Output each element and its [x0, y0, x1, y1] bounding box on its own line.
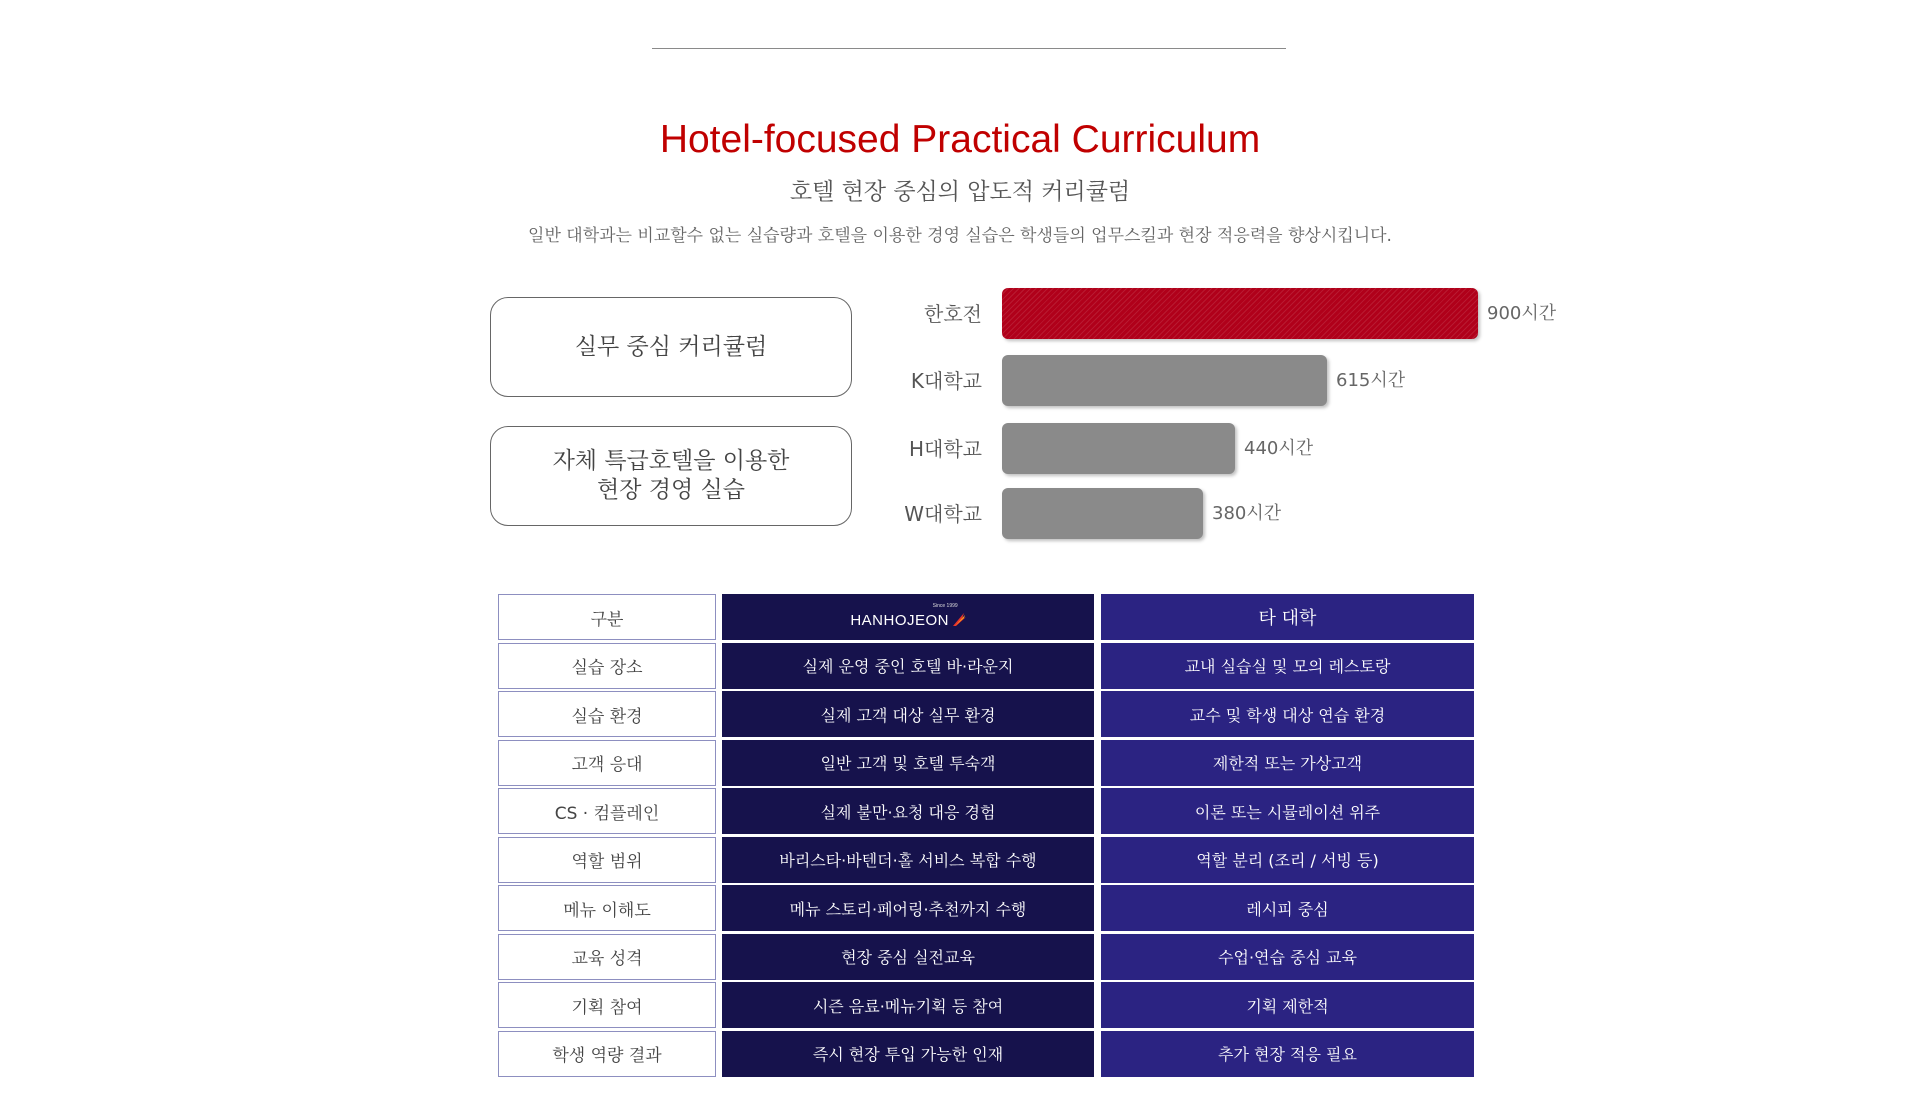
top-divider: [652, 48, 1286, 49]
hanhojeon-cell: 일반 고객 및 호텔 투숙객: [722, 740, 1094, 786]
other-universities-cell: 이론 또는 시뮬레이션 위주: [1101, 788, 1474, 834]
hanhojeon-logo-text: HANHOJEON: [850, 612, 949, 629]
table-row: [498, 788, 1478, 834]
category-cell: 실습 환경: [498, 691, 716, 737]
feature-box-line: 실무 중심 커리큘럼: [574, 333, 768, 360]
category-cell: 메뉴 이해도: [498, 885, 716, 931]
category-cell: 실습 장소: [498, 643, 716, 689]
other-universities-cell: 수업·연습 중심 교육: [1101, 934, 1474, 980]
category-cell: 고객 응대: [498, 740, 716, 786]
category-cell: 기획 참여: [498, 982, 716, 1028]
hanhojeon-logo-since: Since 1999: [932, 603, 958, 609]
chart-category-label: 한호전: [924, 302, 982, 326]
hanhojeon-cell: 실제 고객 대상 실무 환경: [722, 691, 1094, 737]
chart-bar: [1002, 488, 1203, 539]
other-universities-cell: 추가 현장 적응 필요: [1101, 1031, 1474, 1077]
hanhojeon-cell: 바리스타·바텐더·홀 서비스 복합 수행: [722, 837, 1094, 883]
table-row: [498, 837, 1478, 883]
chart-value-label: 615시간: [1336, 370, 1406, 391]
category-cell: 학생 역량 결과: [498, 1031, 716, 1077]
hanhojeon-cell: 현장 중심 실전교육: [722, 934, 1094, 980]
chart-bar: [1002, 423, 1235, 474]
hanhojeon-logo: [850, 605, 965, 629]
page-subtitle: 호텔 현장 중심의 압도적 커리큘럼: [789, 179, 1131, 205]
chart-row: [890, 423, 1590, 475]
chart-bar: [1002, 355, 1327, 406]
chart-category-label: H대학교: [909, 437, 982, 461]
feature-box-hotel-practice: [490, 426, 852, 526]
header-hanhojeon-logo-cell: [722, 594, 1094, 640]
hanhojeon-cell: 메뉴 스토리·페어링·추천까지 수행: [722, 885, 1094, 931]
chart-row: [890, 355, 1590, 407]
chart-value-label: 440시간: [1244, 438, 1314, 459]
practice-hours-bar-chart: [890, 280, 1590, 550]
comparison-table: [498, 594, 1478, 1079]
table-row: [498, 740, 1478, 786]
hanhojeon-cell: 시즌 음료·메뉴기획 등 참여: [722, 982, 1094, 1028]
chart-category-label: W대학교: [904, 502, 982, 526]
other-universities-cell: 기획 제한적: [1101, 982, 1474, 1028]
other-universities-cell: 교수 및 학생 대상 연습 환경: [1101, 691, 1474, 737]
hanhojeon-cell: 실제 불만·요청 대응 경험: [722, 788, 1094, 834]
table-row: [498, 934, 1478, 980]
page-description: 일반 대학과는 비교할수 없는 실습량과 호텔을 이용한 경영 실습은 학생들의 업무스킬과 현장 적응력을 향상시킵니다.: [528, 226, 1392, 246]
chart-value-label: 900시간: [1487, 303, 1557, 324]
other-universities-cell: 교내 실습실 및 모의 레스토랑: [1101, 643, 1474, 689]
chart-category-label: K대학교: [910, 369, 982, 393]
chart-bar: [1002, 288, 1478, 339]
feature-box-line: 현장 경영 실습: [597, 477, 745, 503]
feature-box-practical-curriculum: [490, 297, 852, 397]
table-row: [498, 885, 1478, 931]
page-title: Hotel-focused Practical Curriculum: [659, 118, 1261, 161]
table-header-row: [498, 594, 1478, 640]
chart-row: [890, 288, 1590, 340]
table-body: [498, 643, 1478, 1077]
other-universities-cell: 제한적 또는 가상고객: [1101, 740, 1474, 786]
header-category-cell: 구분: [498, 594, 716, 640]
other-universities-cell: 역할 분리 (조리 / 서빙 등): [1101, 837, 1474, 883]
category-cell: CS · 컴플레인: [498, 788, 716, 834]
table-row: [498, 982, 1478, 1028]
other-universities-cell: 레시피 중심: [1101, 885, 1474, 931]
hanhojeon-cell: 즉시 현장 투입 가능한 인재: [722, 1031, 1094, 1077]
chart-row: [890, 488, 1590, 540]
table-row: [498, 643, 1478, 689]
category-cell: 역할 범위: [498, 837, 716, 883]
header-other-universities-cell: 타 대학: [1101, 594, 1474, 640]
brand-swoosh-icon: [952, 611, 966, 627]
feature-box-line: 자체 특급호텔을 이용한: [552, 448, 790, 474]
table-row: [498, 1031, 1478, 1077]
table-row: [498, 691, 1478, 737]
chart-value-label: 380시간: [1212, 503, 1282, 524]
hanhojeon-cell: 실제 운영 중인 호텔 바·라운지: [722, 643, 1094, 689]
category-cell: 교육 성격: [498, 934, 716, 980]
